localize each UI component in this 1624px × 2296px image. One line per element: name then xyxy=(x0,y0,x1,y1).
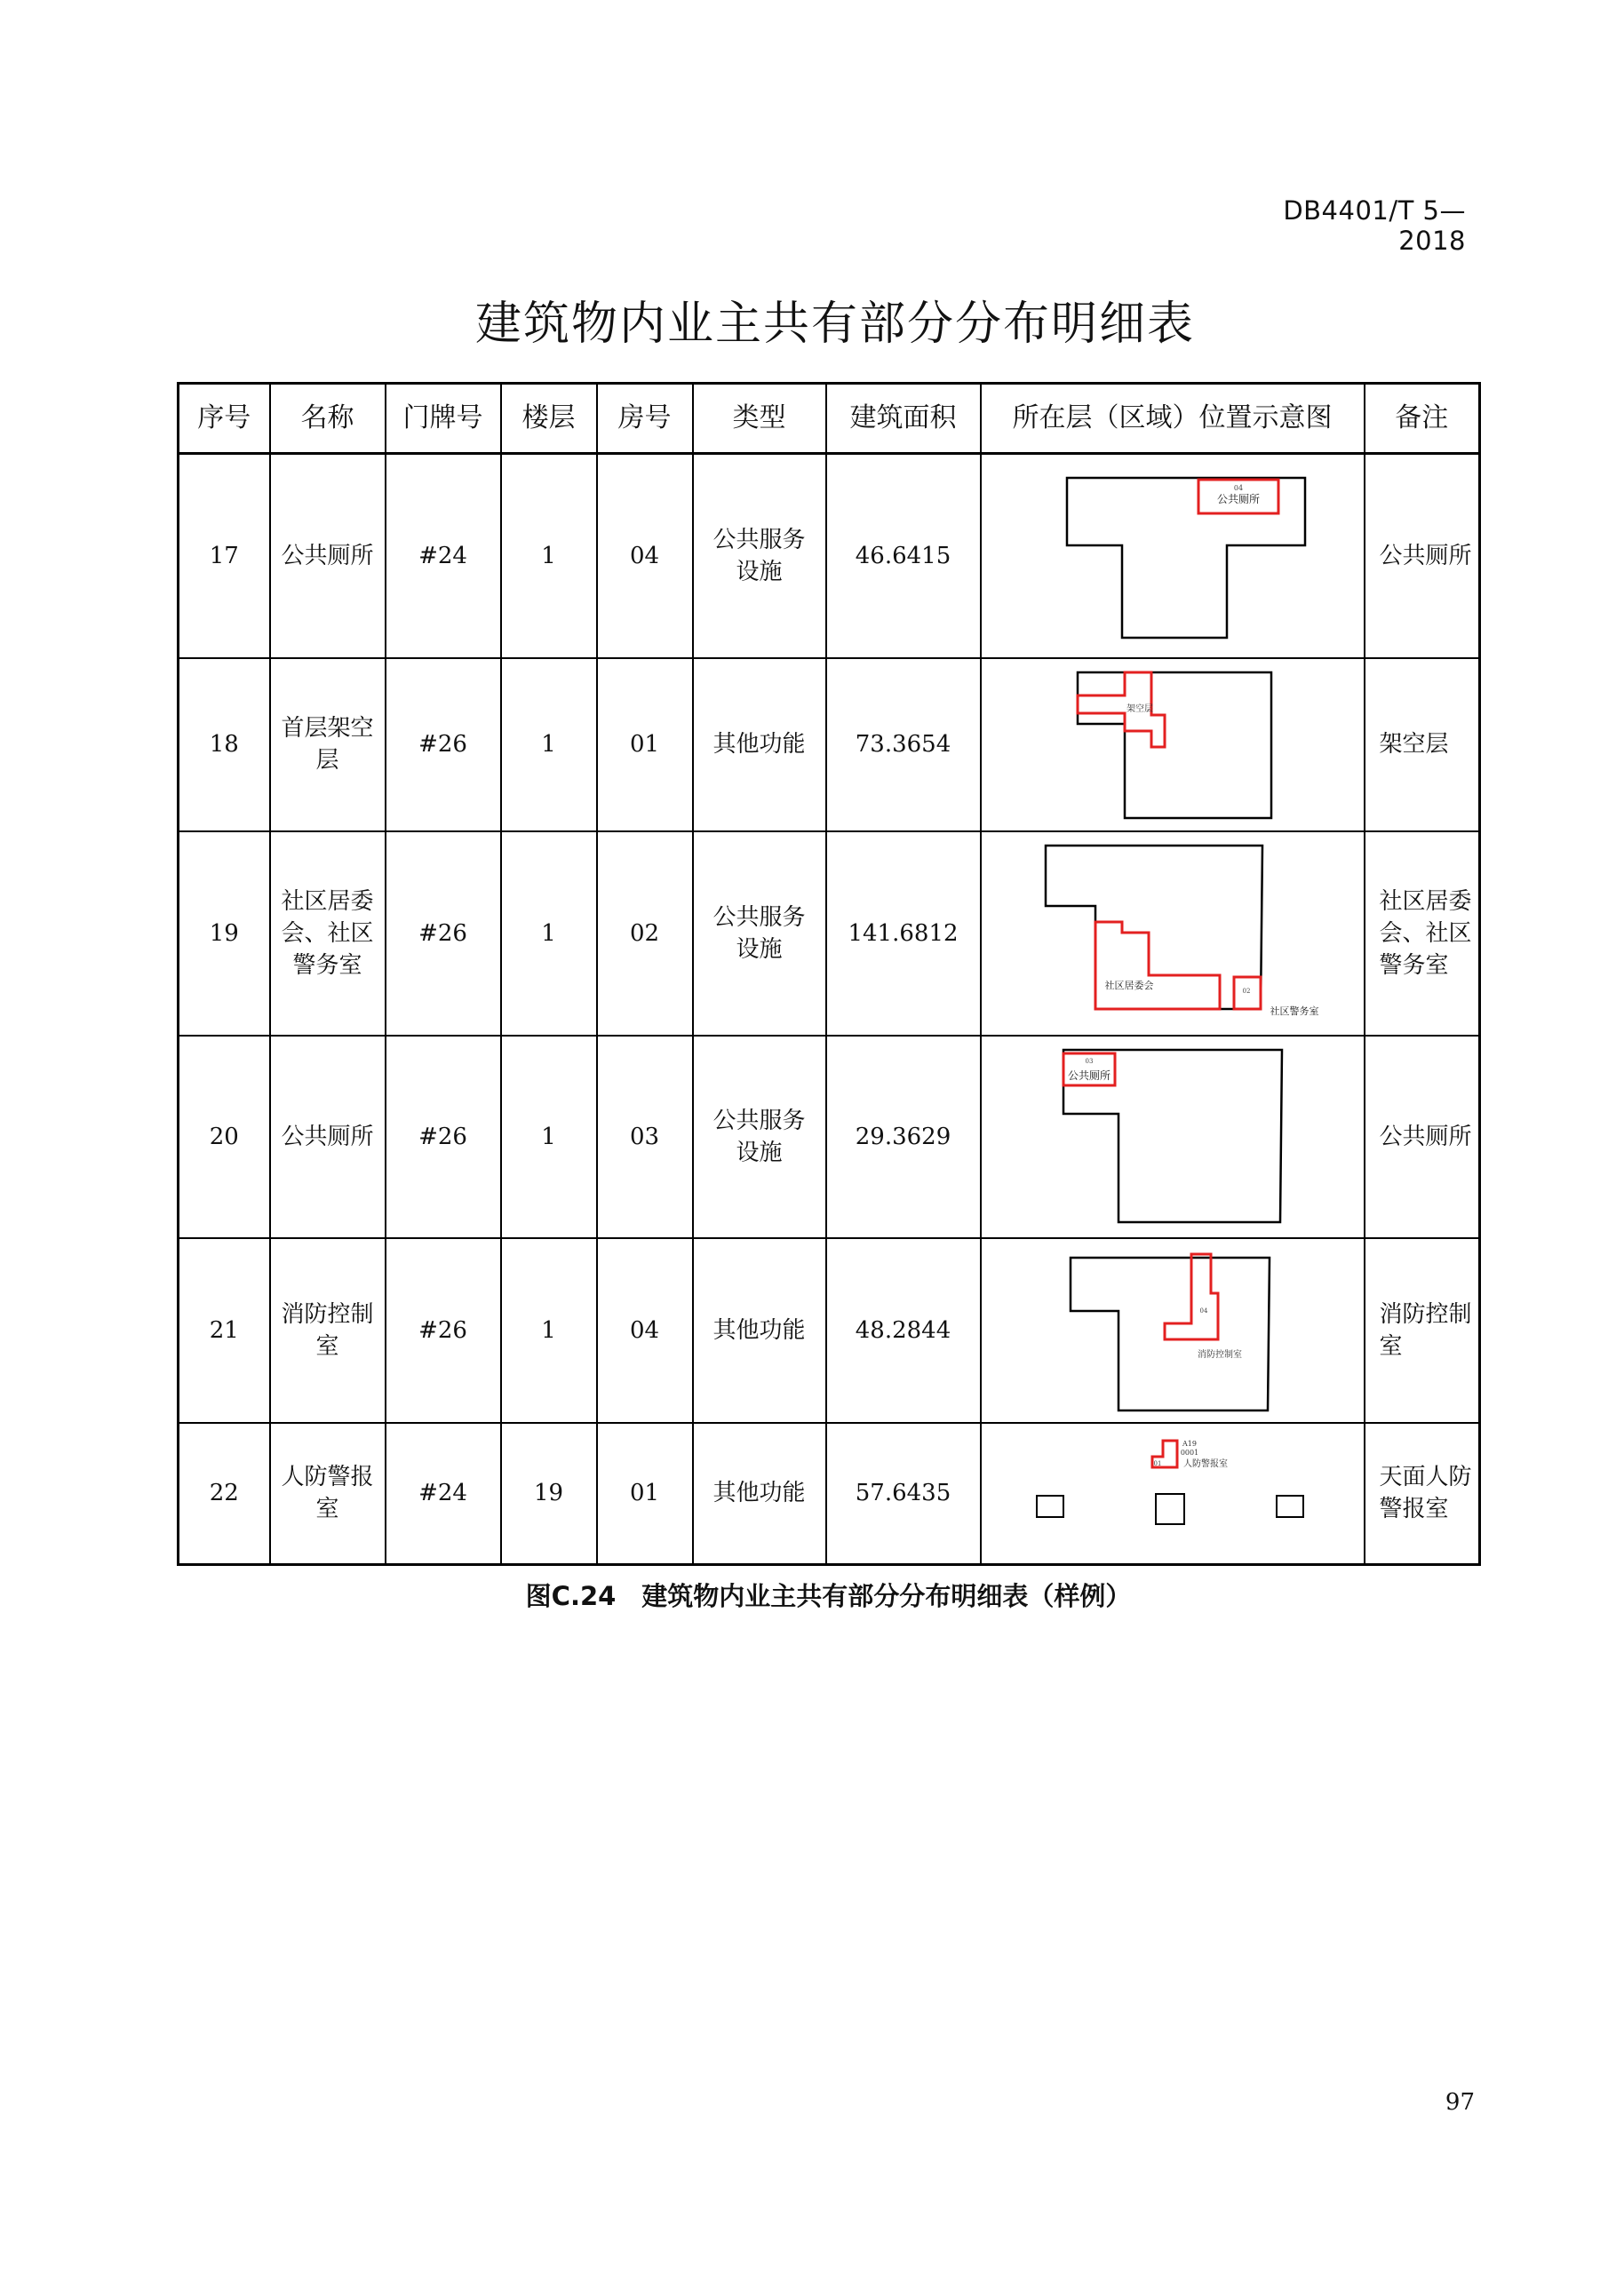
diagram-tag: 04 xyxy=(1199,1307,1207,1315)
diagram-label: 社区警务室 xyxy=(1270,1005,1318,1017)
cell-name: 消防控制室 xyxy=(270,1238,386,1423)
table-row xyxy=(179,454,1480,658)
diagram-label: 消防控制室 xyxy=(1197,1349,1242,1360)
table-row xyxy=(179,658,1480,831)
cell-area: 57.6435 xyxy=(826,1423,981,1565)
floor-plan-diagram xyxy=(987,458,1360,654)
col-header-name: 名称 xyxy=(270,384,386,454)
cell-area: 29.3629 xyxy=(826,1036,981,1238)
cell-diagram xyxy=(981,658,1365,831)
floor-plan-diagram xyxy=(987,1242,1360,1419)
table-row xyxy=(179,1238,1480,1423)
floor-plan-diagram xyxy=(987,1425,1360,1562)
diagram-tag: 04 xyxy=(1233,483,1243,492)
cell-name: 公共厕所 xyxy=(270,1036,386,1238)
cell-type: 其他功能 xyxy=(693,658,826,831)
cell-note: 天面人防警报室 xyxy=(1365,1423,1480,1565)
cell-area: 46.6415 xyxy=(826,454,981,658)
cell-seq: 20 xyxy=(179,1036,270,1238)
table-header-row xyxy=(179,384,1480,454)
cell-door: #26 xyxy=(386,831,501,1036)
floor-plan-diagram xyxy=(987,1039,1360,1235)
cell-door: #26 xyxy=(386,1036,501,1238)
diagram-tag: 01 xyxy=(1153,1459,1161,1467)
cell-door: #26 xyxy=(386,658,501,831)
table-row xyxy=(179,831,1480,1036)
cell-floor: 1 xyxy=(501,831,597,1036)
cell-room: 02 xyxy=(597,831,693,1036)
col-header-note: 备注 xyxy=(1365,384,1480,454)
cell-seq: 22 xyxy=(179,1423,270,1565)
cell-room: 03 xyxy=(597,1036,693,1238)
floor-plan-diagram xyxy=(987,660,1360,829)
cell-room: 04 xyxy=(597,454,693,658)
diagram-tag: 02 xyxy=(1242,988,1250,995)
col-header-room: 房号 xyxy=(597,384,693,454)
page-number: 97 xyxy=(1445,2089,1475,2116)
cell-diagram xyxy=(981,454,1365,658)
cell-diagram xyxy=(981,831,1365,1036)
col-header-door: 门牌号 xyxy=(386,384,501,454)
cell-door: #26 xyxy=(386,1238,501,1423)
col-header-diagram: 所在层（区域）位置示意图 xyxy=(981,384,1365,454)
cell-area: 48.2844 xyxy=(826,1238,981,1423)
cell-floor: 1 xyxy=(501,1238,597,1423)
cell-seq: 17 xyxy=(179,454,270,658)
cell-name: 首层架空层 xyxy=(270,658,386,831)
cell-diagram xyxy=(981,1238,1365,1423)
col-header-area: 建筑面积 xyxy=(826,384,981,454)
cell-name: 社区居委会、社区警务室 xyxy=(270,831,386,1036)
document-title: 建筑物内业主共有部分分布明细表 xyxy=(474,298,1195,351)
cell-seq: 18 xyxy=(179,658,270,831)
floor-plan-diagram xyxy=(987,833,1360,1033)
diagram-tag: 0001 xyxy=(1180,1448,1198,1457)
cell-note: 社区居委会、社区警务室 xyxy=(1365,831,1480,1036)
cell-note: 公共厕所 xyxy=(1365,454,1480,658)
cell-diagram xyxy=(981,1036,1365,1238)
diagram-tag: A19 xyxy=(1182,1439,1197,1448)
cell-note: 架空层 xyxy=(1365,658,1480,831)
cell-name: 人防警报室 xyxy=(270,1423,386,1565)
cell-diagram xyxy=(981,1423,1365,1565)
cell-floor: 19 xyxy=(501,1423,597,1565)
cell-note: 公共厕所 xyxy=(1365,1036,1480,1238)
diagram-label: 人防警报室 xyxy=(1182,1458,1228,1469)
cell-name: 公共厕所 xyxy=(270,454,386,658)
diagram-label: 架空层 xyxy=(1126,704,1153,714)
cell-door: #24 xyxy=(386,1423,501,1565)
ownership-table xyxy=(177,382,1481,1566)
col-header-seq: 序号 xyxy=(179,384,270,454)
cell-type: 公共服务设施 xyxy=(693,1036,826,1238)
diagram-label: 社区居委会 xyxy=(1104,980,1153,991)
cell-type: 其他功能 xyxy=(693,1423,826,1565)
table-row xyxy=(179,1423,1480,1565)
cell-door: #24 xyxy=(386,454,501,658)
table-row xyxy=(179,1036,1480,1238)
standard-code: DB4401/T 5—2018 xyxy=(1283,195,1466,256)
cell-type: 其他功能 xyxy=(693,1238,826,1423)
cell-type: 公共服务设施 xyxy=(693,454,826,658)
cell-area: 73.3654 xyxy=(826,658,981,831)
col-header-type: 类型 xyxy=(693,384,826,454)
cell-seq: 21 xyxy=(179,1238,270,1423)
cell-note: 消防控制室 xyxy=(1365,1238,1480,1423)
cell-floor: 1 xyxy=(501,1036,597,1238)
cell-room: 04 xyxy=(597,1238,693,1423)
cell-room: 01 xyxy=(597,658,693,831)
cell-area: 141.6812 xyxy=(826,831,981,1036)
cell-type: 公共服务设施 xyxy=(693,831,826,1036)
cell-floor: 1 xyxy=(501,454,597,658)
cell-seq: 19 xyxy=(179,831,270,1036)
diagram-tag: 03 xyxy=(1085,1057,1093,1065)
diagram-label: 公共厕所 xyxy=(1216,492,1260,505)
cell-room: 01 xyxy=(597,1423,693,1565)
diagram-label: 公共厕所 xyxy=(1067,1069,1111,1082)
cell-floor: 1 xyxy=(501,658,597,831)
figure-caption: 图C.24 建筑物内业主共有部分分布明细表（样例） xyxy=(525,1581,1132,1611)
col-header-floor: 楼层 xyxy=(501,384,597,454)
